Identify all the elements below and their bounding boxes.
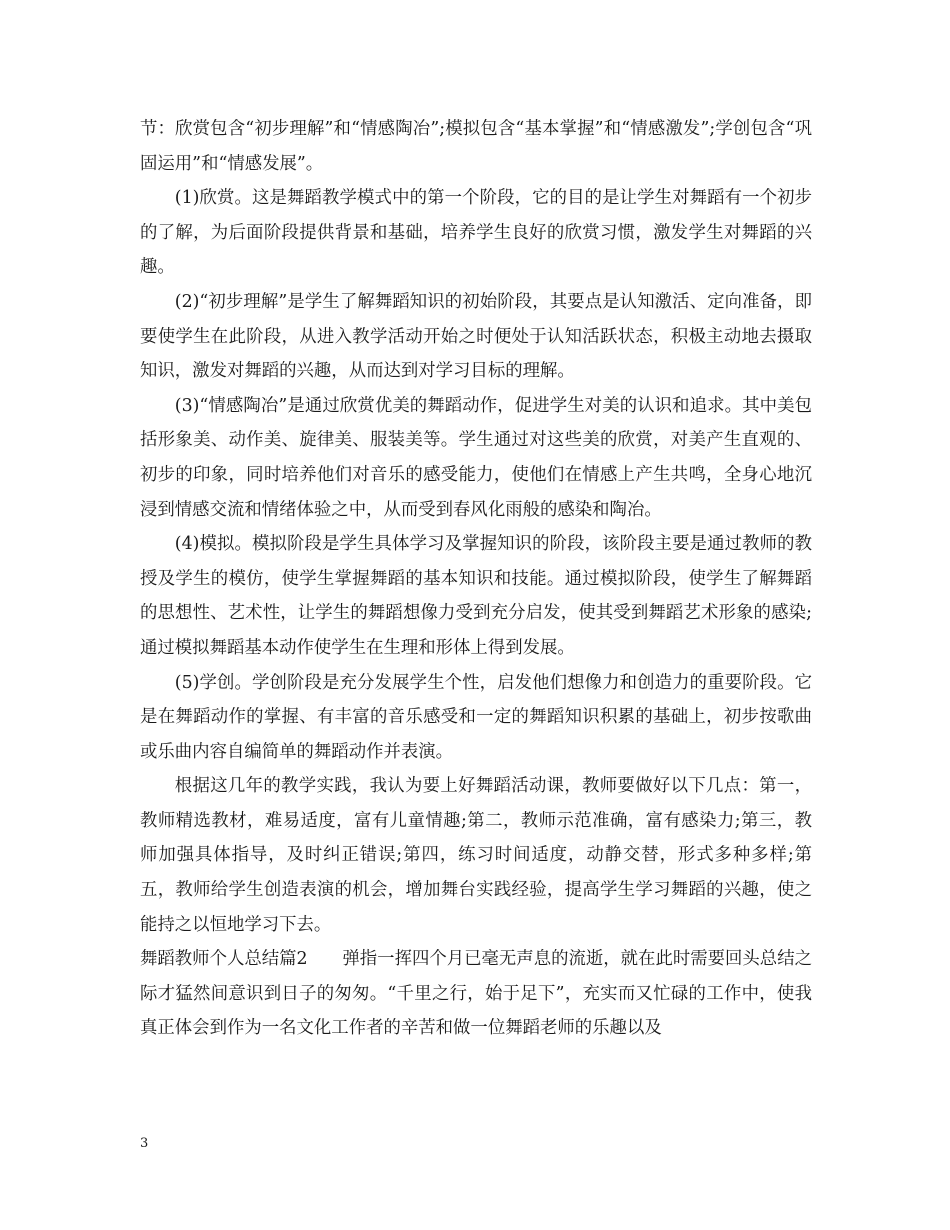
paragraph-teaching-points: 根据这几年的教学实践，我认为要上好舞蹈活动课，教师要做好以下几点：第一，教师精选教材，难易适度，富有儿童情趣;第二，教师示范准确，富有感染力;第三，教师加强具体指导，及时纠正错误;第四，练习时间适度，动静交替，形式多种多样;第五，教师给学生创造表演的机会，增加舞台实践经验，提高学生学习舞蹈的兴趣，使之能持之以恒地学习下去。: [140, 776, 812, 935]
page-number: 3: [140, 1136, 149, 1151]
document-body: [140, 112, 812, 1046]
section-summary-2: [140, 942, 812, 1046]
paragraph-creation: (5)学创。学创阶段是充分发展学生个性，启发他们想像力和创造力的重要阶段。它是在舞蹈动作的掌握、有丰富的音乐感受和一定的舞蹈知识积累的基础上，初步按歌曲或乐曲内容自编简单的舞蹈动作并表演。: [140, 672, 812, 762]
section-title: 舞蹈教师个人总结篇2: [140, 949, 308, 970]
section-text: 弹指一挥四个月已毫无声息的流逝，就在此时需要回头总结之际才猛然间意识到日子的匆匆。“千里之行，始于足下”，充实而又忙碌的工作中，使我真正体会到作为一名文化工作者的辛苦和做一位舞蹈老师的乐趣以及: [140, 949, 812, 1039]
paragraph-intro: 节：欣赏包含“初步理解”和“情感陶冶”;模拟包含“基本掌握”和“情感激发”;学创包含“巩固运用”和“情感发展”。: [140, 119, 812, 174]
paragraph-emotional-cultivation: (3)“情感陶冶”是通过欣赏优美的舞蹈动作，促进学生对美的认识和追求。其中美包括形象美、动作美、旋律美、服装美等。学生通过对这些美的欣赏，对美产生直观的、初步的印象，同时培养他们对音乐的感受能力，使他们在情感上产生共鸣，全身心地沉浸到情感交流和情绪体验之中，从而受到春风化雨般的感染和陶冶。: [140, 395, 812, 520]
paragraph-appreciation: (1)欣赏。这是舞蹈教学模式中的第一个阶段，它的目的是让学生对舞蹈有一个初步的了解，为后面阶段提供背景和基础，培养学生良好的欣赏习惯，激发学生对舞蹈的兴趣。: [140, 188, 812, 278]
paragraph-initial-understanding: (2)“初步理解”是学生了解舞蹈知识的初始阶段，其要点是认知激活、定向准备，即要使学生在此阶段，从进入教学活动开始之时便处于认知活跃状态，积极主动地去摄取知识，激发对舞蹈的兴趣，从而达到对学习目标的理解。: [140, 291, 812, 382]
paragraph-imitation: (4)模拟。模拟阶段是学生具体学习及掌握知识的阶段，该阶段主要是通过教师的教授及学生的模仿，使学生掌握舞蹈的基本知识和技能。通过模拟阶段，使学生了解舞蹈的思想性、艺术性，让学生的舞蹈想像力受到充分启发，使其受到舞蹈艺术形象的感染;通过模拟舞蹈基本动作使学生在生理和形体上得到发展。: [140, 534, 812, 658]
